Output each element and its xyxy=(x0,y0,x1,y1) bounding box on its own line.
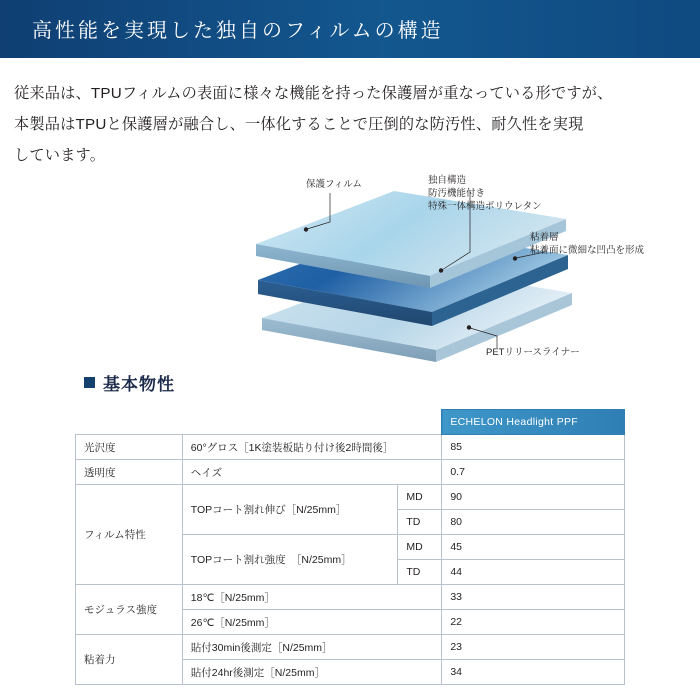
row-dir-td-elongation: TD xyxy=(398,510,442,535)
table-header-product: ECHELON Headlight PPF xyxy=(442,410,625,435)
table-header-blank-1 xyxy=(76,410,183,435)
row-dir-md-elongation: MD xyxy=(398,485,442,510)
row-spec-modulus-26: 26℃［N/25mm］ xyxy=(182,610,442,635)
diagram-label-protective-film: 保護フィルム xyxy=(306,179,362,190)
basic-properties-table-wrapper xyxy=(75,409,625,685)
basic-properties-table xyxy=(75,409,625,685)
film-structure-diagram xyxy=(0,160,700,375)
table-row xyxy=(76,585,625,610)
diagram-label-adhesive-line-2: 粘着面に微細な凹凸を形成 xyxy=(530,245,645,256)
diagram-label-adhesive-line-1: 粘着層 xyxy=(530,232,559,243)
section-heading-basic-properties xyxy=(84,370,175,395)
table-row xyxy=(76,460,625,485)
table-header-row xyxy=(76,410,625,435)
row-value-td-elongation: 80 xyxy=(442,510,625,535)
table-row xyxy=(76,485,625,510)
row-spec-adhesion-30min: 貼付30min後測定［N/25mm］ xyxy=(182,635,442,660)
row-value-gloss: 85 xyxy=(442,435,625,460)
film-layers-illustration xyxy=(0,160,700,375)
row-spec-modulus-18: 18℃［N/25mm］ xyxy=(182,585,442,610)
row-value-adhesion-24hr: 34 xyxy=(442,660,625,685)
diagram-label-unique-line-3: 特殊一体構造ポリウレタン xyxy=(428,201,542,212)
row-value-md-strength: 45 xyxy=(442,535,625,560)
row-label-film-property: フィルム特性 xyxy=(76,485,183,585)
row-value-transparency: 0.7 xyxy=(442,460,625,485)
intro-paragraph xyxy=(14,78,686,171)
row-label-modulus: モジュラス強度 xyxy=(76,585,183,635)
row-value-adhesion-30min: 23 xyxy=(442,635,625,660)
row-spec-transparency: ヘイズ xyxy=(182,460,442,485)
row-value-md-elongation: 90 xyxy=(442,485,625,510)
intro-line-1: 従来品は、TPUフィルムの表面に様々な機能を持った保護層が重なっている形ですが、 xyxy=(14,85,613,102)
intro-line-3: しています。 xyxy=(14,147,106,164)
row-spec-top-coat-strength: TOPコート割れ強度 ［N/25mm］ xyxy=(182,535,398,585)
section-heading-label: 基本物性 xyxy=(103,375,175,394)
diagram-label-unique-structure xyxy=(428,174,542,213)
row-dir-md-strength: MD xyxy=(398,535,442,560)
row-dir-td-strength: TD xyxy=(398,560,442,585)
table-row xyxy=(76,635,625,660)
row-spec-gloss: 60°グロス［1K塗装板貼り付け後2時間後］ xyxy=(182,435,442,460)
row-label-transparency: 透明度 xyxy=(76,460,183,485)
row-value-td-strength: 44 xyxy=(442,560,625,585)
page-scrollbar[interactable] xyxy=(694,0,699,700)
table-header-blank-2 xyxy=(182,410,398,435)
row-value-modulus-18: 33 xyxy=(442,585,625,610)
square-bullet-icon xyxy=(84,377,95,388)
diagram-label-adhesive-layer xyxy=(530,231,644,257)
row-label-adhesion: 粘着力 xyxy=(76,635,183,685)
row-spec-adhesion-24hr: 貼付24hr後測定［N/25mm］ xyxy=(182,660,442,685)
table-row xyxy=(76,435,625,460)
row-value-modulus-26: 22 xyxy=(442,610,625,635)
page-title: 高性能を実現した独自のフィルムの構造 xyxy=(32,20,444,42)
row-spec-top-coat-elongation: TOPコート割れ伸び［N/25mm］ xyxy=(182,485,398,535)
intro-line-2: 本製品はTPUと保護層が融合し、一体化することで圧倒的な防汚性、耐久性を実現 xyxy=(14,116,584,133)
diagram-label-unique-line-2: 防汚機能付き xyxy=(428,188,486,199)
diagram-label-unique-line-1: 独自構造 xyxy=(428,175,467,186)
diagram-label-pet-liner: PETリリースライナー xyxy=(486,347,580,358)
table-header-blank-3 xyxy=(398,410,442,435)
row-label-gloss: 光沢度 xyxy=(76,435,183,460)
